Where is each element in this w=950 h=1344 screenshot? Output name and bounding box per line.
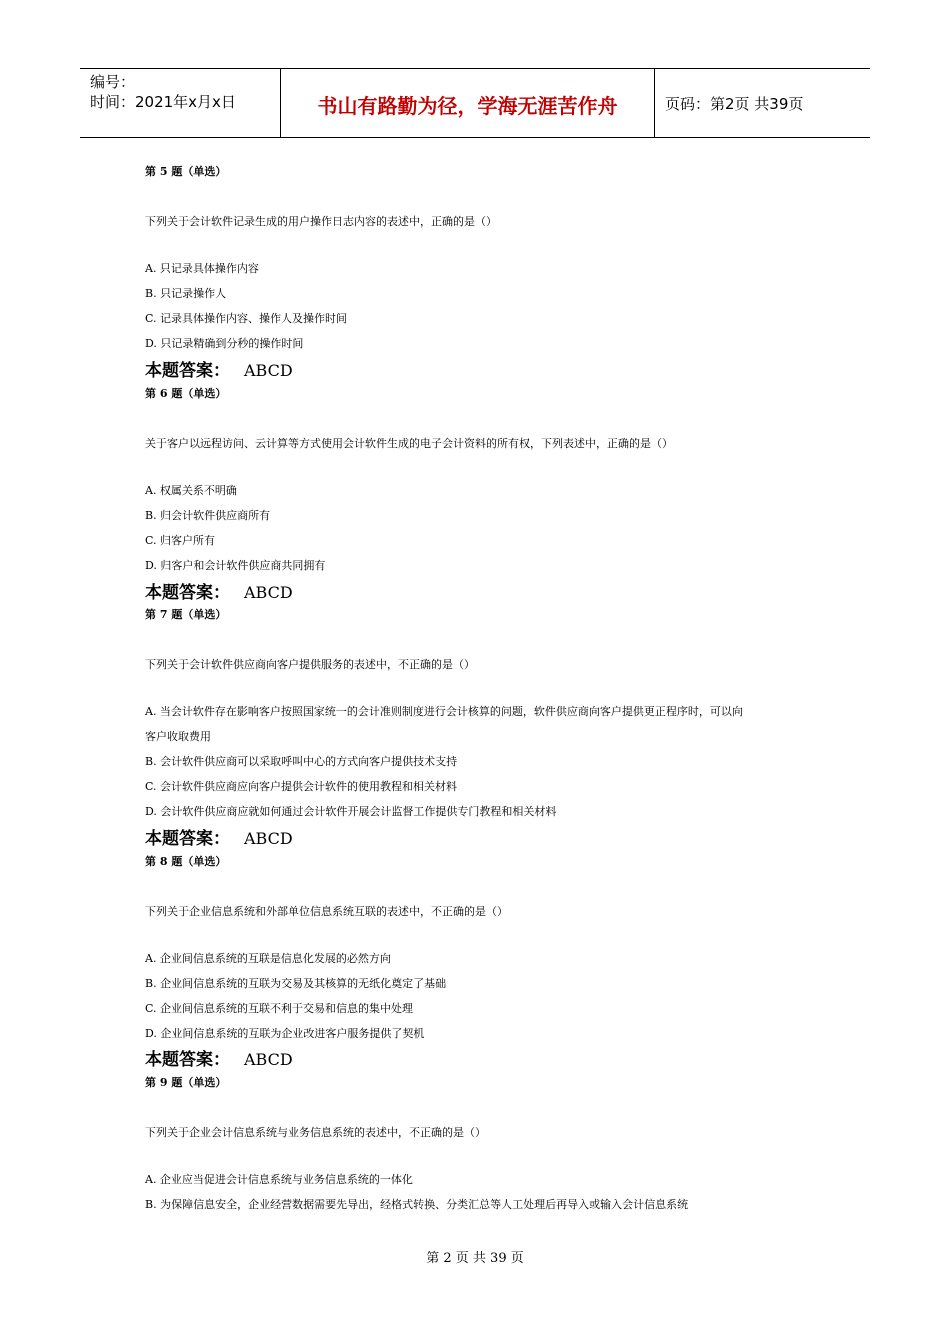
option-item: A. 当会计软件存在影响客户按照国家统一的会计准则制度进行会计核算的问题，软件供应商向客户提供更正程序时，可以向 (145, 705, 743, 718)
answer-value: ABCD (244, 829, 293, 848)
header-meta-cell (80, 69, 281, 137)
option-item: C. 记录具体操作内容、操作人及操作时间 (145, 312, 348, 325)
answer-value: ABCD (244, 1050, 293, 1069)
question-title: 第 9 题（单选） (145, 1076, 227, 1089)
option-item: B. 为保障信息安全，企业经营数据需要先导出，经格式转换、分类汇总等人工处理后再导入或输入会计信息系统 (145, 1198, 689, 1211)
number-label: 编号： (90, 73, 136, 91)
option-item: B. 会计软件供应商可以采取呼叫中心的方式向客户提供技术支持 (145, 755, 458, 768)
header-page-cell (655, 69, 870, 137)
question-title: 第 8 题（单选） (145, 855, 227, 868)
answer-line (145, 356, 293, 381)
answer-value: ABCD (244, 361, 293, 380)
option-item: D. 归客户和会计软件供应商共同拥有 (145, 559, 326, 572)
answer-line (145, 1045, 293, 1070)
question-text: 下列关于会计软件供应商向客户提供服务的表述中，不正确的是（） (145, 658, 475, 671)
question-text: 下列关于会计软件记录生成的用户操作日志内容的表述中，正确的是（） (145, 215, 497, 228)
answer-value: ABCD (244, 583, 293, 602)
option-item: B. 归会计软件供应商所有 (145, 509, 271, 522)
option-item: 客户收取费用 (145, 730, 211, 743)
option-item: D. 会计软件供应商应就如何通过会计软件开展会计监督工作提供专门教程和相关材料 (145, 805, 557, 818)
page-header (80, 68, 870, 138)
option-item: A. 企业应当促进会计信息系统与业务信息系统的一体化 (145, 1173, 413, 1186)
page-info: 页码：第2页 共39页 (665, 95, 804, 113)
question-text: 关于客户以远程访问、云计算等方式使用会计软件生成的电子会计资料的所有权，下列表述中，正确的是（） (145, 437, 673, 450)
answer-line (145, 824, 293, 849)
page-footer: 第 2 页 共 39 页 (426, 1251, 524, 1266)
time-label: 时间：2021年x月x日 (90, 93, 236, 111)
answer-label: 本题答案： (145, 361, 230, 381)
question-text: 下列关于企业会计信息系统与业务信息系统的表述中，不正确的是（） (145, 1126, 486, 1139)
option-item: C. 会计软件供应商应向客户提供会计软件的使用教程和相关材料 (145, 780, 458, 793)
option-item: A. 只记录具体操作内容 (145, 262, 259, 275)
question-title: 第 5 题（单选） (145, 165, 227, 178)
option-item: C. 归客户所有 (145, 534, 216, 547)
answer-label: 本题答案： (145, 1050, 230, 1070)
answer-label: 本题答案： (145, 583, 230, 603)
answer-label: 本题答案： (145, 829, 230, 849)
answer-line (145, 578, 293, 603)
question-title: 第 6 题（单选） (145, 387, 227, 400)
header-motto-cell (281, 69, 655, 137)
motto-text: 书山有路勤为径，学海无涯苦作舟 (317, 94, 618, 118)
option-item: B. 只记录操作人 (145, 287, 227, 300)
option-item: D. 只记录精确到分秒的操作时间 (145, 337, 304, 350)
option-item: A. 企业间信息系统的互联是信息化发展的必然方向 (145, 952, 391, 965)
question-title: 第 7 题（单选） (145, 608, 227, 621)
option-item: D. 企业间信息系统的互联为企业改进客户服务提供了契机 (145, 1027, 425, 1040)
question-text: 下列关于企业信息系统和外部单位信息系统互联的表述中，不正确的是（） (145, 905, 508, 918)
option-item: B. 企业间信息系统的互联为交易及其核算的无纸化奠定了基础 (145, 977, 447, 990)
option-item: A. 权属关系不明确 (145, 484, 237, 497)
option-item: C. 企业间信息系统的互联不利于交易和信息的集中处理 (145, 1002, 414, 1015)
